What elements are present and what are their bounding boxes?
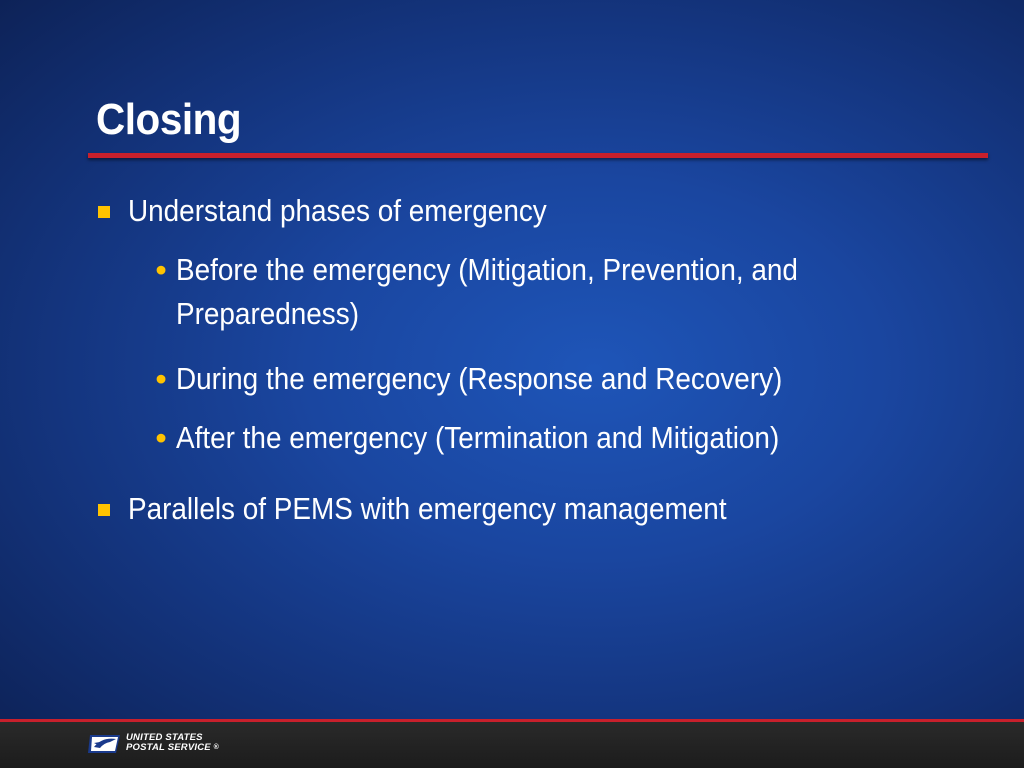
bullet-item [98,192,593,230]
eagle-icon [88,731,122,755]
sub-bullet-item [150,248,950,336]
bullet-text: Understand phases of emergency [128,193,547,228]
logo-line-2 [126,743,219,753]
usps-logo [88,731,219,755]
registered-mark: ® [213,744,220,751]
sub-bullet-item [150,416,950,460]
square-bullet-icon [98,206,110,218]
logo-line-2-text: POSTAL SERVICE [126,742,211,753]
sub-bullet-text: Before the emergency (Mitigation, Prevention, and Preparedness) [176,252,798,331]
sub-bullet-text: After the emergency (Termination and Mitigation) [176,420,780,455]
bullet-item [98,490,793,528]
bullet-text: Parallels of PEMS with emergency management [128,491,727,526]
dot-bullet-icon: • [155,420,167,455]
square-bullet-icon [98,504,110,516]
logo-line-1: UNITED STATES [126,732,203,743]
dot-bullet-icon: • [155,361,167,396]
sub-bullet-item [150,357,950,401]
slide-title: Closing [96,95,242,144]
logo-text [126,733,219,753]
dot-bullet-icon: • [155,252,167,287]
sub-bullet-text: During the emergency (Response and Recovery) [176,361,783,396]
